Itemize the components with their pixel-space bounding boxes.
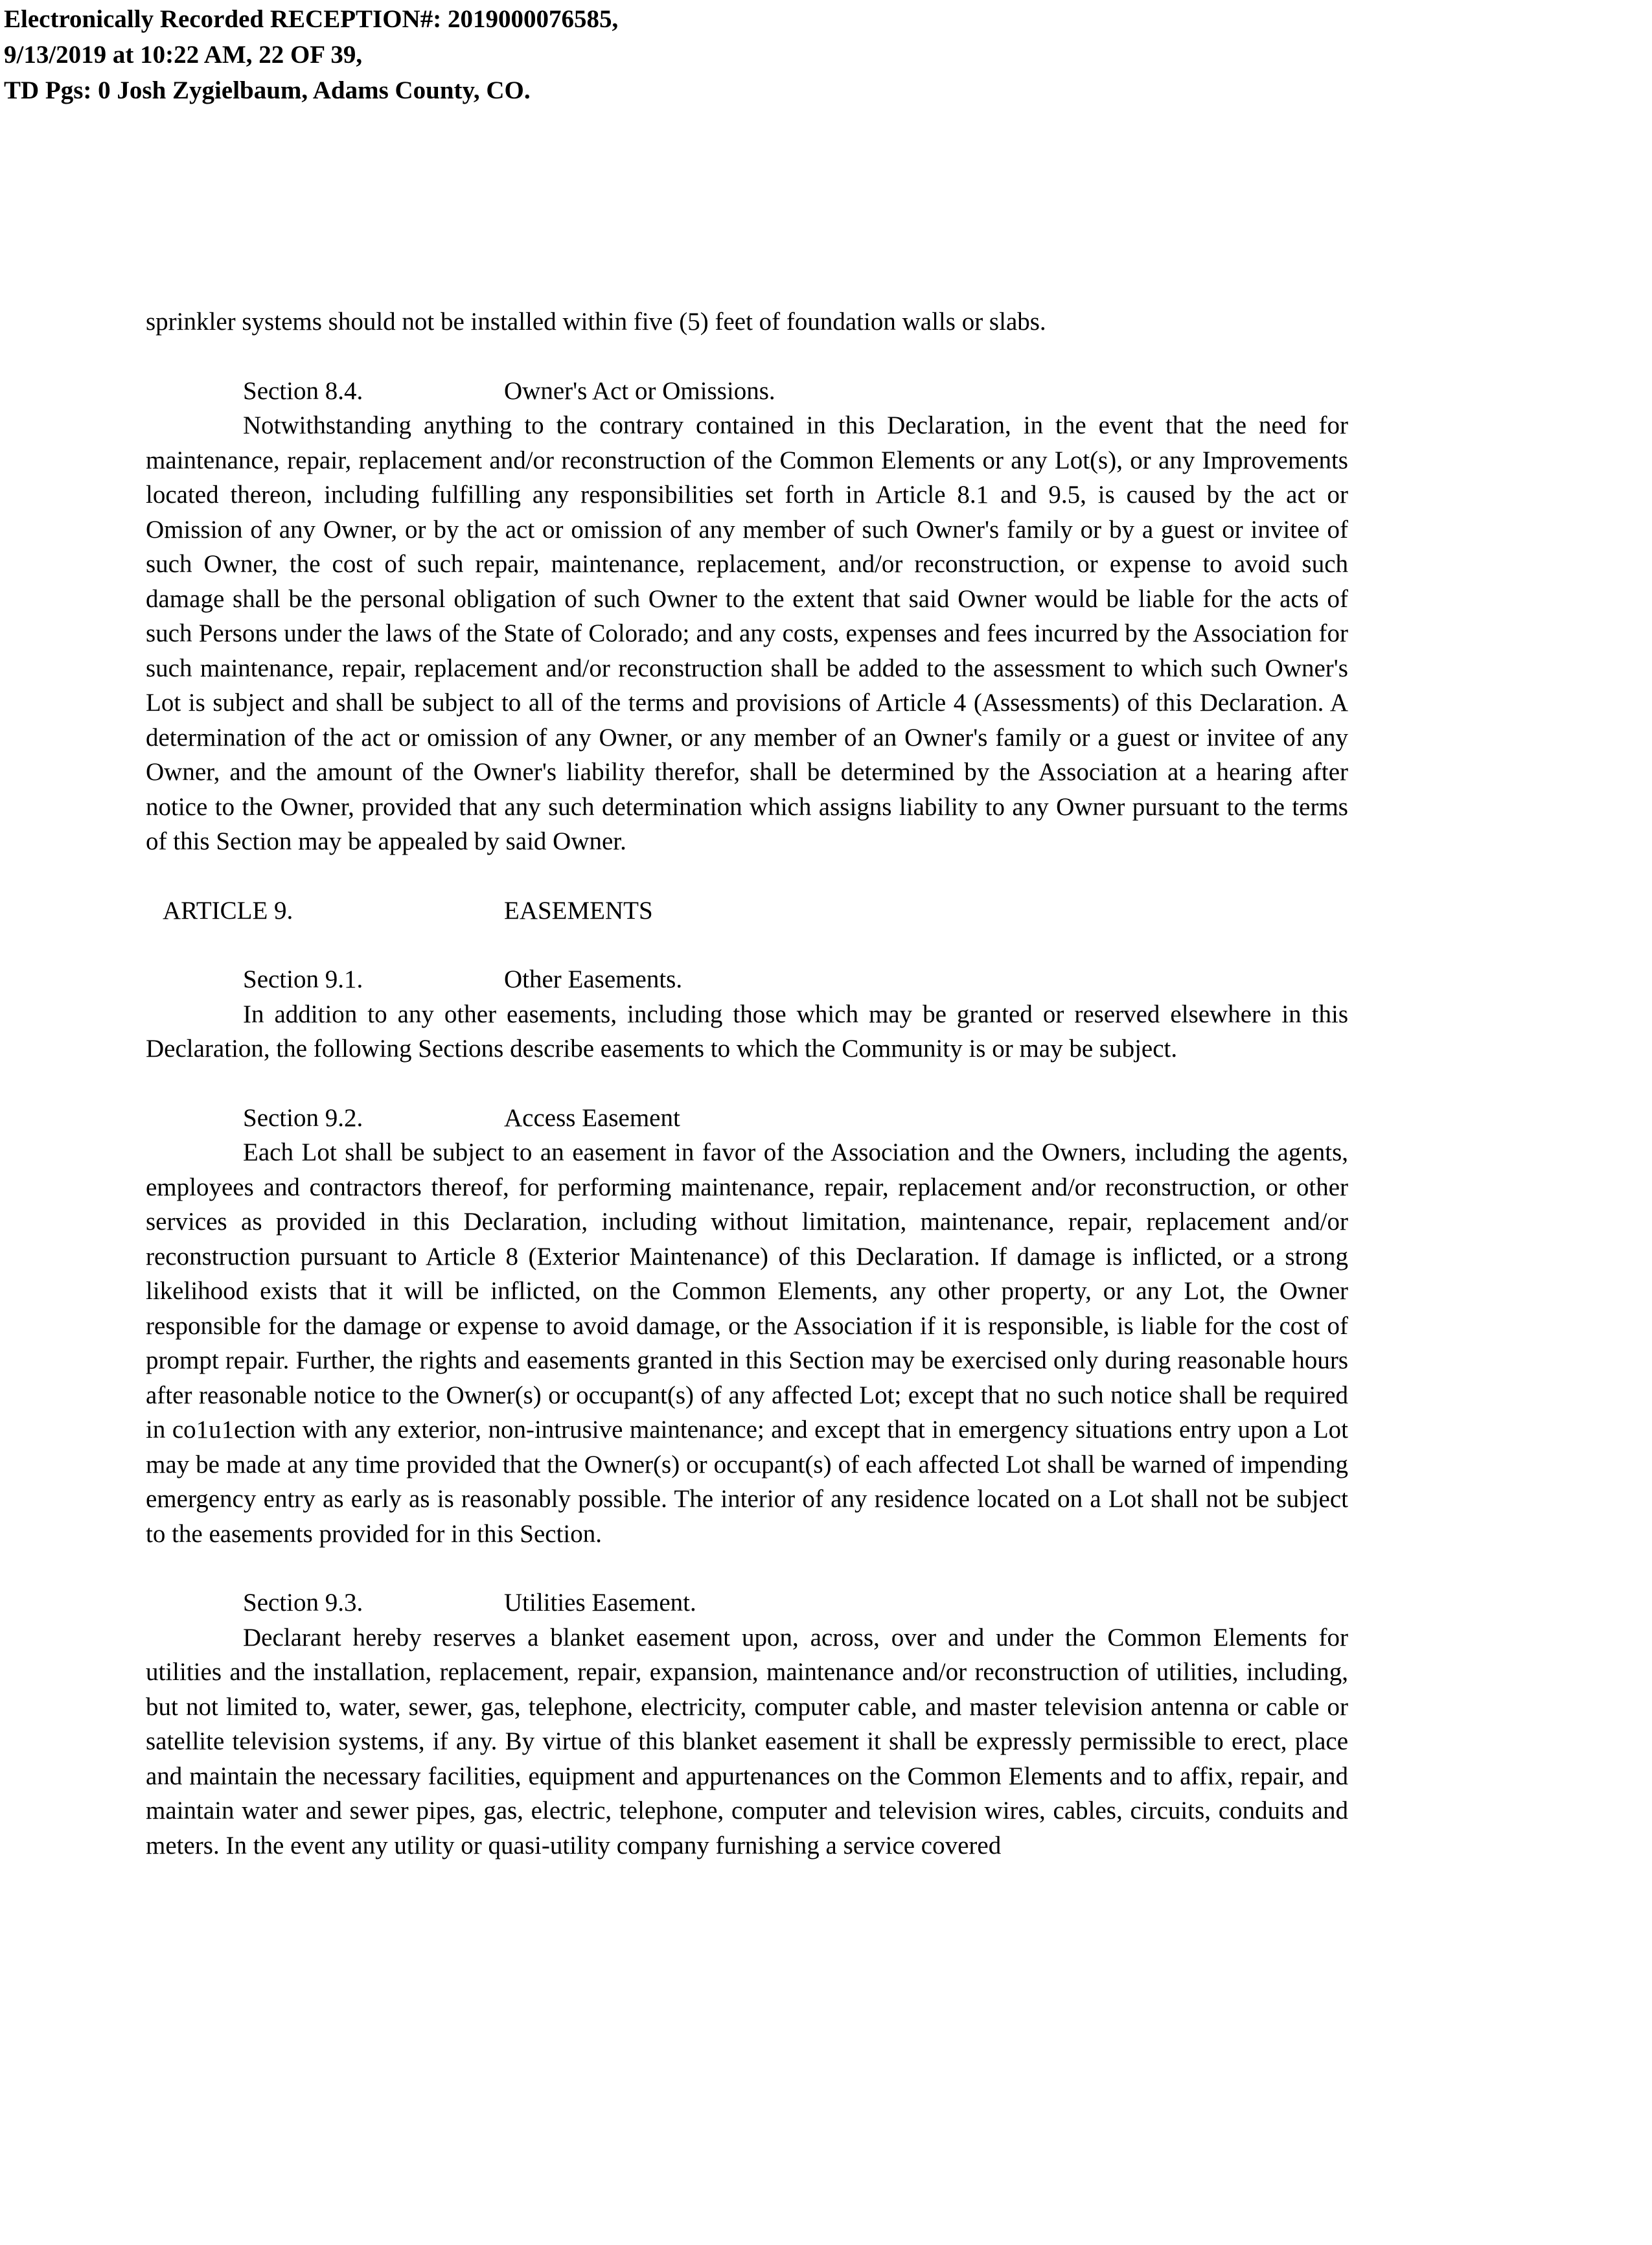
spacer <box>146 1066 1348 1101</box>
section-8-4-body: Notwithstanding anything to the contrary contained in this Declaration, in the event that the need for maintenance, repair, replacement and/or reconstruction of the Common Elements or any Lot(s), or any Improvements located thereon, including fulfilling any responsibilities set forth in Article 8.1 and 9.5, is caused by the act or Omission of any Owner, or by the act or omission of any member of such Owner's family or by a guest or invitee of such Owner, the cost of such repair, maintenance, replacement, and/or reconstruction, or expense to avoid such damage shall be the personal obligation of such Owner to the extent that said Owner would be liable for the acts of such Persons under the laws of the State of Colorado; and any costs, expenses and fees incurred by the Association for such maintenance, repair, replacement and/or reconstruction shall be added to the assessment to which such Owner's Lot is subject and shall be subject to all of the terms and provisions of Article 4 (Assessments) of this Declaration. A determination of the act or omission of any Owner, or any member of an Owner's family or a guest or invitee of any Owner, and the amount of the Owner's liability therefor, shall be determined by the Association at a hearing after notice to the Owner, provided that any such determination which assigns liability to any Owner pursuant to the terms of this Section may be appealed by said Owner. <box>146 411 1348 855</box>
section-title: Other Easements. <box>504 965 683 993</box>
section-9-3-body: Declarant hereby reserves a blanket easement upon, across, over and under the Common Elements for utilities and the installation, replacement, repair, expansion, maintenance and/or reconstruction of utilities, including, but not limited to, water, sewer, gas, telephone, electricity, computer cable, and master television antenna or cable or satellite television systems, if any. By virtue of this blanket easement it shall be expressly permissible to erect, place and maintain the necessary facilities, equipment and appurtenances on the Common Elements and to affix, repair, and maintain water and sewer pipes, gas, electric, telephone, computer and television wires, cables, circuits, conduits and meters. In the event any utility or quasi-utility company furnishing a service covered <box>146 1623 1348 1859</box>
section-9-1-body: In addition to any other easements, including those which may be granted or reserved elsewhere in this Declaration, the following Sections describe easements to which the Community is or may be subject. <box>146 1000 1348 1063</box>
section-9-2-body: Each Lot shall be subject to an easement in favor of the Association and the Owners, including the agents, employees and contractors thereof, for performing maintenance, repair, replacement and/or reconstruction, or other services as provided in this Declaration, including without limitation, maintenance, repair, replacement and/or reconstruction pursuant to Article 8 (Exterior Maintenance) of this Declaration. If damage is inflicted, or a strong likelihood exists that it will be inflicted, on the Common Elements, any other property, or any Lot, the Owner responsible for the damage or expense to avoid damage, or the Association if it is responsible, is liable for the cost of prompt repair. Further, the rights and easements granted in this Section may be exercised only during reasonable hours after reasonable notice to the Owner(s) or occupant(s) of any affected Lot; except that no such notice shall be required in co1u1ection with any exterior, non-intrusive maintenance; and except that in emergency situations entry upon a Lot may be made at any time provided that the Owner(s) or occupant(s) of each affected Lot shall be warned of impending emergency entry as early as is reasonably possible. The interior of any residence located on a Lot shall not be subject to the easements provided for in this Section. <box>146 1138 1348 1548</box>
article-title: EASEMENTS <box>504 896 653 925</box>
article-9-heading <box>146 893 1348 928</box>
section-number: Section 8.4. <box>243 376 363 405</box>
section-9-1-heading <box>146 962 1348 997</box>
section-number: Section 9.1. <box>243 965 363 993</box>
recording-stamp-line-1: Electronically Recorded RECEPTION#: 2019000076585, <box>4 5 619 33</box>
spacer <box>146 928 1348 962</box>
section-title: Utilities Easement. <box>504 1589 696 1617</box>
section-number: Section 9.2. <box>243 1103 363 1132</box>
section-title: Owner's Act or Omissions. <box>504 376 775 405</box>
recording-stamp-line-2: 9/13/2019 at 10:22 AM, 22 OF 39, <box>4 41 363 69</box>
spacer <box>146 859 1348 893</box>
section-9-3-heading <box>146 1585 1348 1620</box>
recording-stamp <box>4 1 618 108</box>
section-9-2-heading <box>146 1101 1348 1136</box>
document-body <box>146 305 1348 1863</box>
spacer <box>146 1551 1348 1585</box>
recording-stamp-line-3: TD Pgs: 0 Josh Zygielbaum, Adams County, CO. <box>4 76 531 104</box>
spacer <box>146 340 1348 374</box>
section-8-4-heading <box>146 374 1348 409</box>
section-number: Section 9.3. <box>243 1589 363 1617</box>
section-title: Access Easement <box>504 1103 680 1132</box>
article-number: ARTICLE 9. <box>163 896 293 925</box>
continuation-text: sprinkler systems should not be installed within five (5) feet of foundation walls or slabs. <box>146 308 1046 336</box>
